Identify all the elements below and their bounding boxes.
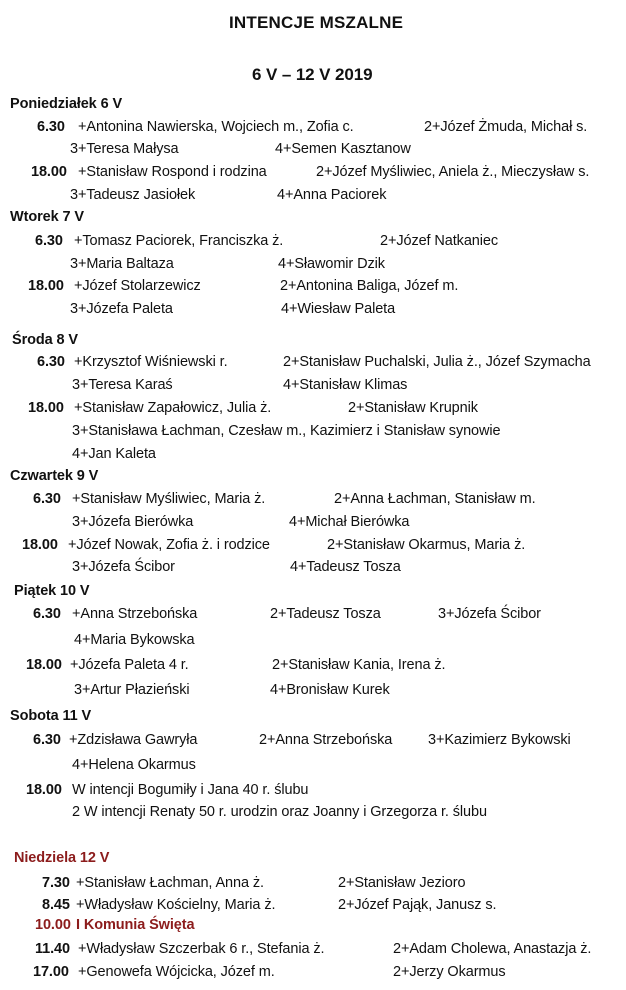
- intention: +Józef Stolarzewicz: [74, 278, 201, 294]
- intention: 2+Stanisław Jezioro: [338, 875, 466, 891]
- intention: +Stanisław Myśliwiec, Maria ż.: [72, 491, 266, 507]
- intention: 2 W intencji Renaty 50 r. urodzin oraz Joanny i Grzegorza r. ślubu: [72, 804, 487, 820]
- day-heading: Środa 8 V: [12, 332, 78, 348]
- intention: 4+Michał Bierówka: [289, 514, 410, 530]
- intention: 2+Antonina Baliga, Józef m.: [280, 278, 459, 294]
- intention: +Genowefa Wójcicka, Józef m.: [78, 964, 275, 980]
- intention: 2+Anna Łachman, Stanisław m.: [334, 491, 536, 507]
- day-heading: Niedziela 12 V: [14, 850, 110, 866]
- intention: +Anna Strzebońska: [72, 606, 198, 622]
- intention: 2+Anna Strzebońska: [259, 732, 393, 748]
- intention: 2+Tadeusz Tosza: [270, 606, 381, 622]
- intention: 4+Helena Okarmus: [72, 757, 196, 773]
- intention: +Antonina Nawierska, Wojciech m., Zofia c.: [78, 119, 354, 135]
- mass-time: 18.00: [22, 537, 58, 553]
- intention: +Stanisław Zapałowicz, Julia ż.: [74, 400, 272, 416]
- intention: 2+Jerzy Okarmus: [393, 964, 506, 980]
- intention: +Władysław Szczerbak 6 r., Stefania ż.: [78, 941, 325, 957]
- mass-time: 18.00: [31, 164, 67, 180]
- intention: +Stanisław Rospond i rodzina: [78, 164, 267, 180]
- day-heading: Sobota 11 V: [10, 708, 92, 724]
- mass-time: 6.30: [33, 491, 61, 507]
- intention: 4+Maria Bykowska: [74, 632, 195, 648]
- mass-time: 6.30: [33, 732, 61, 748]
- intention: 2+Stanisław Puchalski, Julia ż., Józef Szymacha: [283, 354, 591, 370]
- first-communion-label: I Komunia Święta: [76, 917, 195, 933]
- intention: 3+Józefa Ścibor: [438, 606, 541, 622]
- mass-time: 17.00: [33, 964, 69, 980]
- intention: 2+Stanisław Krupnik: [348, 400, 478, 416]
- intention: 4+Wiesław Paleta: [281, 301, 396, 317]
- intention: 4+Jan Kaleta: [72, 446, 156, 462]
- intention: 2+Józef Żmuda, Michał s.: [424, 119, 588, 135]
- intention: +Tomasz Paciorek, Franciszka ż.: [74, 233, 284, 249]
- intention: +Władysław Kościelny, Maria ż.: [76, 897, 276, 913]
- mass-time: 6.30: [33, 606, 61, 622]
- day-heading: Piątek 10 V: [14, 583, 90, 599]
- intention: 4+Bronisław Kurek: [270, 682, 390, 698]
- mass-time: 18.00: [26, 657, 62, 673]
- intention: +Zdzisława Gawryła: [69, 732, 198, 748]
- mass-time: 18.00: [28, 278, 64, 294]
- intention: 3+Józefa Bierówka: [72, 514, 194, 530]
- day-heading: Wtorek 7 V: [10, 209, 84, 225]
- page-title: INTENCJE MSZALNE: [229, 13, 404, 32]
- mass-time: 6.30: [35, 233, 63, 249]
- intention: 3+Stanisława Łachman, Czesław m., Kazimierz i Stanisław synowie: [72, 423, 501, 439]
- intention: 3+Maria Baltaza: [70, 256, 174, 272]
- intention: 3+Józefa Paleta: [70, 301, 173, 317]
- intention: 2+Józef Natkaniec: [380, 233, 498, 249]
- mass-time: 7.30: [42, 875, 70, 891]
- intention: 2+Józef Pająk, Janusz s.: [338, 897, 497, 913]
- mass-time: 10.00: [35, 917, 71, 933]
- mass-time: 6.30: [37, 354, 65, 370]
- intention: 3+Teresa Karaś: [72, 377, 173, 393]
- mass-time: 18.00: [26, 782, 62, 798]
- mass-time: 11.40: [35, 941, 70, 957]
- intention: 3+Józefa Ścibor: [72, 559, 175, 575]
- mass-time: 6.30: [37, 119, 65, 135]
- intention: 4+Stanisław Klimas: [283, 377, 408, 393]
- week-range: 6 V – 12 V 2019: [252, 65, 373, 84]
- mass-time: 18.00: [28, 400, 64, 416]
- intention: W intencji Bogumiły i Jana 40 r. ślubu: [72, 782, 309, 798]
- intention: 4+Tadeusz Tosza: [290, 559, 401, 575]
- day-heading: Czwartek 9 V: [10, 468, 99, 484]
- intention: 4+Anna Paciorek: [277, 187, 387, 203]
- intention: 2+Stanisław Kania, Irena ż.: [272, 657, 446, 673]
- intention: +Józef Nowak, Zofia ż. i rodzice: [68, 537, 270, 553]
- intention: 3+Teresa Małysa: [70, 141, 179, 157]
- intention: 3+Tadeusz Jasiołek: [70, 187, 196, 203]
- intention: 2+Adam Cholewa, Anastazja ż.: [393, 941, 592, 957]
- intention: +Józefa Paleta 4 r.: [70, 657, 189, 673]
- intention: +Stanisław Łachman, Anna ż.: [76, 875, 264, 891]
- intention: 2+Józef Myśliwiec, Aniela ż., Mieczysław s.: [316, 164, 590, 180]
- intention: 3+Artur Płazieński: [74, 682, 190, 698]
- intention: 3+Kazimierz Bykowski: [428, 732, 571, 748]
- intention: 4+Sławomir Dzik: [278, 256, 385, 272]
- intention: +Krzysztof Wiśniewski r.: [74, 354, 228, 370]
- day-heading: Poniedziałek 6 V: [10, 96, 123, 112]
- intention: 2+Stanisław Okarmus, Maria ż.: [327, 537, 526, 553]
- intention: 4+Semen Kasztanow: [275, 141, 411, 157]
- mass-time: 8.45: [42, 897, 70, 913]
